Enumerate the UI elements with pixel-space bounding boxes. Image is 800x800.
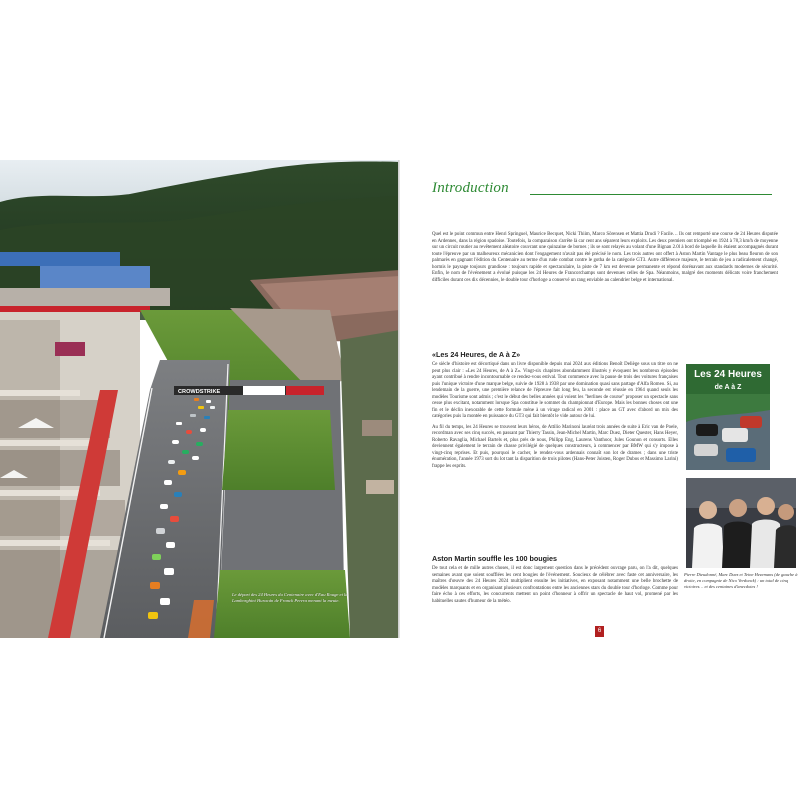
book-cover-image [686, 364, 770, 470]
introduction-title: Introduction [432, 180, 509, 196]
page-number: 6 [595, 626, 604, 637]
section-heading-a-to-z: «Les 24 Heures, de A à Z» [432, 350, 521, 359]
section-heading-aston-martin: Aston Martin souffle les 100 bougies [432, 554, 558, 563]
drivers-photo-caption: Pierre Dieudonné, Marc Duez et Teine Hezemans (de gauche à droite, en compagnie de Nico Verdonck) : un total de cinq victoires… et des centaines d'anecdotes ! [684, 572, 798, 589]
section-aston-martin [432, 554, 678, 605]
section-a-to-z [432, 350, 678, 470]
banner-text: CROWDSTRIKE [178, 389, 221, 395]
book-cover-title-line-2: de A à Z [714, 384, 742, 391]
book-cover-title-line-1: Les 24 Heures [694, 369, 762, 380]
book-cover-illustration [686, 364, 770, 470]
drivers-group-photo [686, 478, 796, 568]
intro-paragraph-2: Ce siècle d'histoire est décortiqué dans un livre disponible depuis mai 2024 aux éditions Benoît Deliège sous un titre on ne peut plus clair : «Les 24 Heures, de A à Z». Vingt-six chapitres abondamment illustrés y évoquent les nombreux épisodes ayant contribué à rendre incontournable ce rendez-vous estival. Tout commence avec la pause de trois des voitures françaises puis l'unique victoire d'une marque belge, suivie de 1928 à 1938 par une domination quasi sans partage d'Alfa Romeo. Si, au lendemain de la guerre, une première relance de l'épreuve fait long feu, la seconde est réussie en 1964 quand seuls les modèles Tourisme sont admis ; c'est le début des belles années qui voient les "berlines de course" proposer un spectacle sans cesse plus excitant, notamment lorsque Spa constitue le sommet du championnat d'Europe. Mais les bonnes choses ont une fin et le déclin inexorable de cette formule mène à un virage radical en 2001 : place au GT avec d'abord un mix des catégories puis la montée en puissance du GT3 qui fait bientôt le vide autour de lui. [432, 362, 678, 419]
intro-paragraph-1: Quel est le point commun entre Henri Springuel, Maurice Becquet, Nicki Thiim, Marco Sörensen et Mattia Drudi ? Facile… Ils ont remporté une course de 24 Heures disputée en Ardennes, dans la région spadoise. Toutefois, la comparaison s'arrête là car cent ans séparent leurs exploits. Les deux premiers ont triomphé en 1924 à 78,3 km/h de moyenne sur un circuit routier au revêtement aléatoire couvrant une quinzaine de bornes ; ils se sont relayés au volant d'une Bignan 2.0l à bord de laquelle ils étaient accompagnés durant toute l'épreuve par un malheureux mécanicien dont l'engagement n'avait pas été précisé le nom. Les trois autres ont offert à Aston Martin Vantage le plus beau fleuron de son palmarès en gagnant l'édition du Centenaire au terme d'un rude combat contre le gotha de la catégorie GT3. Autre différence majeure, le terrain de jeu a radicalement changé, hormis le paysage toujours grandiose : toujours rapide et spectaculaire, la piste de 7 km est devenue permanente et répond dorénavant aux standards modernes de sécurité. Enfin, le nom de l'événement a évolué puisque les 24 Heures de Francorchamps sont devenues celles de Spa. Néanmoins, malgré des moments délicats voire franchement difficiles durant ces dix décennies, le double tour d'horloge a conservé un rang enviable au calendrier belge et international. [432, 232, 778, 283]
introduction-page [400, 160, 800, 638]
race-photo-illustration [0, 160, 400, 638]
intro-paragraph-4: De tout cela et de mille autres choses, il est donc largement question dans le précédent ouvrage paru, on l'a dit, quelques semaines avant que soient soufflées les cent bougies de l'événement. Soucieux de célébrer avec faste cet anniversaire, les maîtres d'œuvre des 24 Heures 2024 multiplient ensuite les initiatives, en exposant notamment une belle brochette de modèles marquants et en organisant plusieurs confrontations entre les anciennes stars du double tour d'horloge. Comme pour faire écho à ces efforts, les concurrents mettent un point d'honneur à offrir un spectacle de haut vol, promené par les habituelles sautes d'humeur de la météo. [432, 566, 678, 604]
drivers-photo-illustration [686, 478, 796, 568]
title-rule [530, 194, 772, 195]
race-start-photo [0, 160, 400, 638]
book-spread [0, 160, 800, 638]
intro-paragraph-1-block [432, 232, 778, 284]
race-photo-caption: Le départ des 24 Heures du Centenaire avec d'Eau Rouge et la Lamborghini Huracán de Franck Perera menant la meute. [232, 592, 348, 604]
intro-paragraph-3: Au fil du temps, les 24 Heures se trouvent leurs héros, de Attilio Marinoni lauréat trois années de suite à Eric van de Poele, recordman avec ses cinq succès, en passant par Thierry Tassin, Jean-Michel Martin, Marc Duez, Dieter Quester, Hans Heyer, Roberto Ravaglia, Michael Bartels et, plus près de nous, Philipp Eng, Laurens Vanthoor, Jules Gounon et consorts. Elles deviennent également le terrain de chasse privilégié de quelques constructeurs, à commencer par BMW qui s'y impose à vingt-cinq reprises. Et puis, pourquoi le cacher, le rendez-vous ardennais connaît son lot de drames ; dans une triste énumération, l'année 1973 sort du lot tant la disparition de trois pilotes (Hans-Peter Joisten, Roger Dubos et Massimo Larini) frappe les esprits. [432, 424, 678, 469]
